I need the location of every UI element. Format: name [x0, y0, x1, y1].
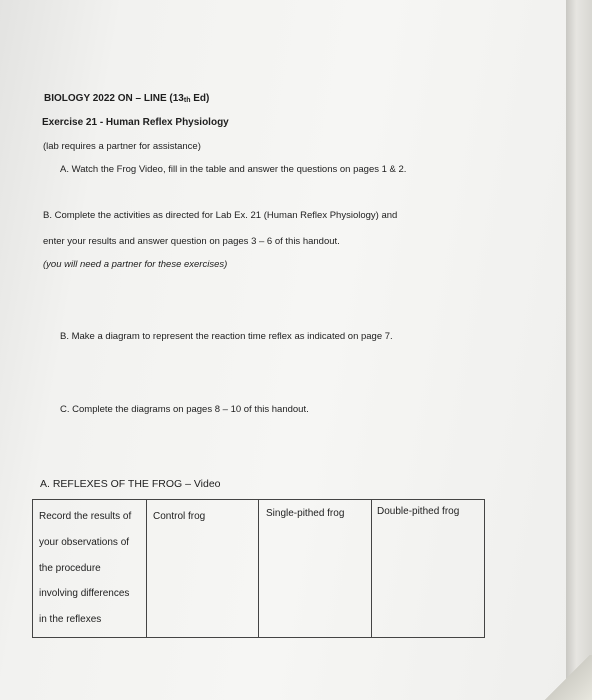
frog-reflex-table	[32, 499, 485, 638]
row-label-line: Record the results of	[39, 511, 132, 522]
table-divider	[371, 500, 372, 637]
row-label-line: in the reflexes	[39, 614, 102, 625]
column-header-double-pithed: Double-pithed frog	[377, 506, 460, 517]
instruction-a: A. Watch the Frog Video, fill in the table and answer the questions on pages 1 & 2.	[60, 164, 407, 175]
instruction-b1-note: (you will need a partner for these exercises)	[43, 259, 228, 270]
row-label-line: the procedure	[39, 563, 101, 574]
table-divider	[258, 500, 259, 637]
column-header-control: Control frog	[153, 511, 206, 522]
row-label-line: involving differences	[39, 588, 130, 599]
instruction-b2: B. Make a diagram to represent the reaction time reflex as indicated on page 7.	[60, 331, 393, 342]
exercise-title: Exercise 21 - Human Reflex Physiology	[42, 117, 229, 128]
row-label-line: your observations of	[39, 537, 130, 548]
column-header-single-pithed: Single-pithed frog	[266, 508, 345, 519]
instruction-c: C. Complete the diagrams on pages 8 – 10 of this handout.	[60, 404, 309, 415]
instruction-b1-line1: B. Complete the activities as directed for Lab Ex. 21 (Human Reflex Physiology) and	[43, 210, 398, 221]
page-corner	[542, 655, 592, 700]
course-title: BIOLOGY 2022 ON – LINE ($13_{th}$ Ed)	[44, 93, 210, 104]
section-title: A. REFLEXES OF THE FROG – Video	[40, 478, 221, 490]
table-divider	[146, 500, 147, 637]
instruction-b1-line2: enter your results and answer question on pages 3 – 6 of this handout.	[43, 236, 340, 247]
partner-note: (lab requires a partner for assistance)	[43, 141, 201, 152]
page-edge	[566, 0, 592, 700]
